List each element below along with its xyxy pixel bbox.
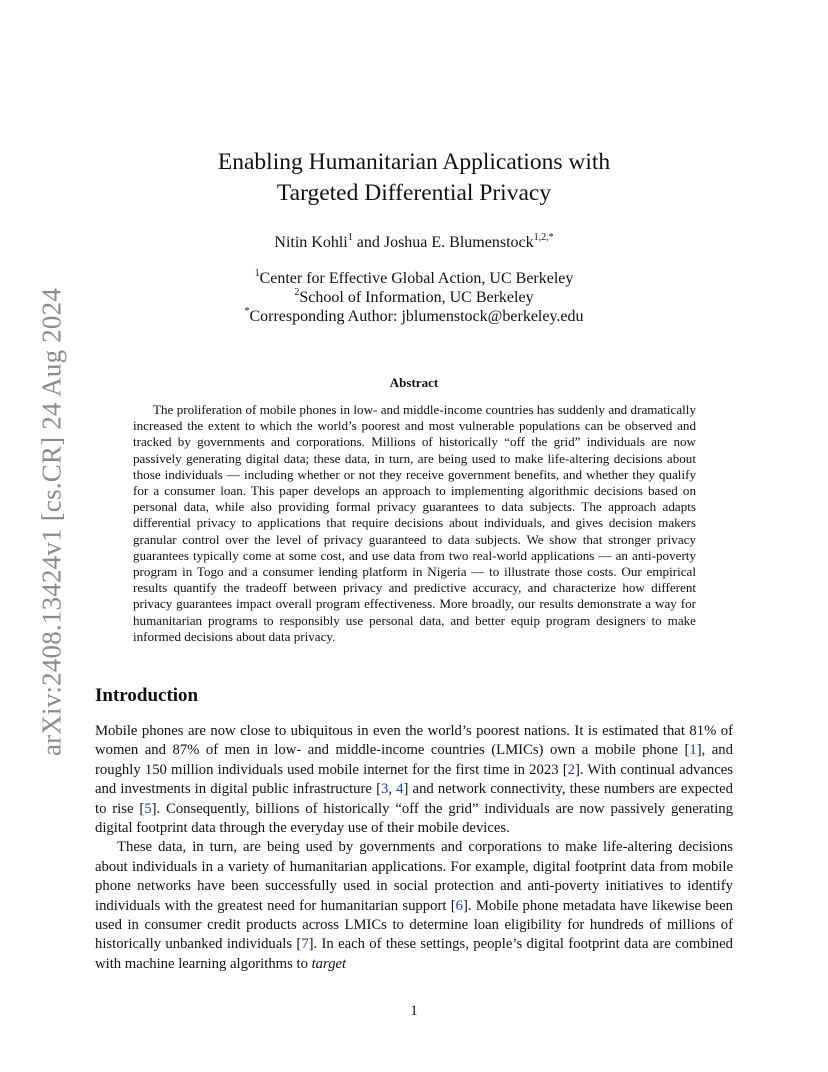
intro-paragraph-1: [95, 722, 733, 838]
author-2-name: Joshua E. Blumenstock: [383, 234, 534, 251]
citation-link[interactable]: 2: [567, 761, 575, 778]
corresponding-author-text: Corresponding Author: jblumenstock@berkeley.edu: [249, 308, 584, 325]
citation-link[interactable]: 7: [301, 936, 309, 953]
title-line-1: Enabling Humanitarian Applications with: [217, 149, 611, 175]
arxiv-identifier-stamp: arXiv:2408.13424v1 [cs.CR] 24 Aug 2024: [36, 287, 67, 757]
author-1-name: Nitin Kohli: [274, 234, 348, 251]
affiliation-2-marker: 2: [294, 286, 300, 298]
paragraph-text: Mobile phones are now close to ubiquitous in even the world’s poorest nations. It is estimated that 81% of women and 87% of men in low- and middle-income countries (LMICs) own a mobile phone [: [95, 723, 733, 759]
citation-link[interactable]: 4: [396, 781, 404, 798]
paragraph-text: ]. Consequently, billions of historically “off the grid” individuals are now passively generating digital footprint data through the everyday use of their mobile devices.: [95, 800, 733, 837]
citation-link[interactable]: 6: [455, 897, 463, 914]
paragraph-text: ]. Mobile phone metadata have likewise been used in consumer credit products across LMICs to determine loan eligibility for hundreds of millions of historically unbanked individuals [: [95, 897, 733, 953]
paragraph-text: These data, in turn, are being used by governments and corporations to make life-altering decisions about individuals in a variety of humanitarian applications. For example, digital footprint data from mobile phone networks have been successfully used in social protection and anti-poverty initiatives to identify individuals with the greatest need for humanitarian support [: [95, 839, 733, 914]
corresponding-author-marker: *: [244, 305, 250, 317]
introduction-heading: Introduction: [95, 685, 199, 706]
citation-link[interactable]: 3: [380, 781, 389, 798]
paragraph-text: ], and roughly 150 million individuals used mobile internet for the first time in 2023 [: [95, 742, 733, 778]
emphasized-word: target: [311, 955, 347, 972]
intro-paragraph-2: [95, 838, 733, 974]
affiliations: [0, 269, 828, 326]
corresponding-author: [0, 307, 828, 326]
title-line-2: Targeted Differential Privacy: [276, 180, 552, 206]
paragraph-text: ]. In each of these settings, people’s digital footprint data are combined with machine learning algorithms to: [95, 936, 733, 972]
paragraph-text: ] and network connectivity, these numbers are expected to rise [: [95, 781, 734, 817]
abstract-heading: Abstract: [389, 375, 439, 390]
affiliation-2-text: School of Information, UC Berkeley: [299, 289, 534, 306]
introduction-body: [95, 722, 733, 974]
affiliation-1-text: Center for Effective Global Action, UC Berkeley: [259, 270, 574, 287]
paper-title: [0, 147, 828, 209]
affiliation-1-marker: 1: [254, 267, 260, 279]
page-number: 1: [410, 1003, 418, 1019]
author-1-superscript: 1: [347, 231, 353, 243]
affiliation-1: [0, 269, 828, 288]
affiliation-2: [0, 288, 828, 307]
author-2-superscript: 1,2,*: [533, 231, 554, 243]
citation-link[interactable]: 1: [689, 742, 697, 759]
paragraph-text: ]. With continual advances and investments in digital public infrastructure [: [95, 761, 734, 798]
paragraph-text: ,: [388, 781, 397, 798]
citation-link[interactable]: 5: [144, 800, 152, 817]
author-list: [0, 233, 828, 253]
author-connector: and: [352, 234, 384, 251]
abstract-text: The proliferation of mobile phones in low- and middle-income countries has suddenly and dramatically increased the extent to which the world’s poorest and most vulnerable populations can be observed and tracked by governments and corporations. Millions of historically “off the grid” individuals are now passively generating digital data; these data, in turn, are being used to make life-altering decisions about those individuals — including whether or not they receive government benefits, and whether they qualify for a consumer loan. This paper develops an approach to implementing algorithmic decisions based on personal data, while also providing formal privacy guarantees to data subjects. The approach adapts differential privacy to applications that require decisions about individuals, and gives decision makers granular control over the level of privacy guaranteed to data subjects. We show that stronger privacy guarantees typically come at some cost, and use data from two real-world applications — an anti-poverty program in Togo and a consumer lending platform in Nigeria — to illustrate those costs. Our empirical results quantify the tradeoff between privacy and predictive accuracy, and characterize how different privacy guarantees impact overall program effectiveness. More broadly, our results demonstrate a way for humanitarian programs to responsibly use personal data, and better equip program designers to make informed decisions about data privacy.: [133, 402, 696, 644]
